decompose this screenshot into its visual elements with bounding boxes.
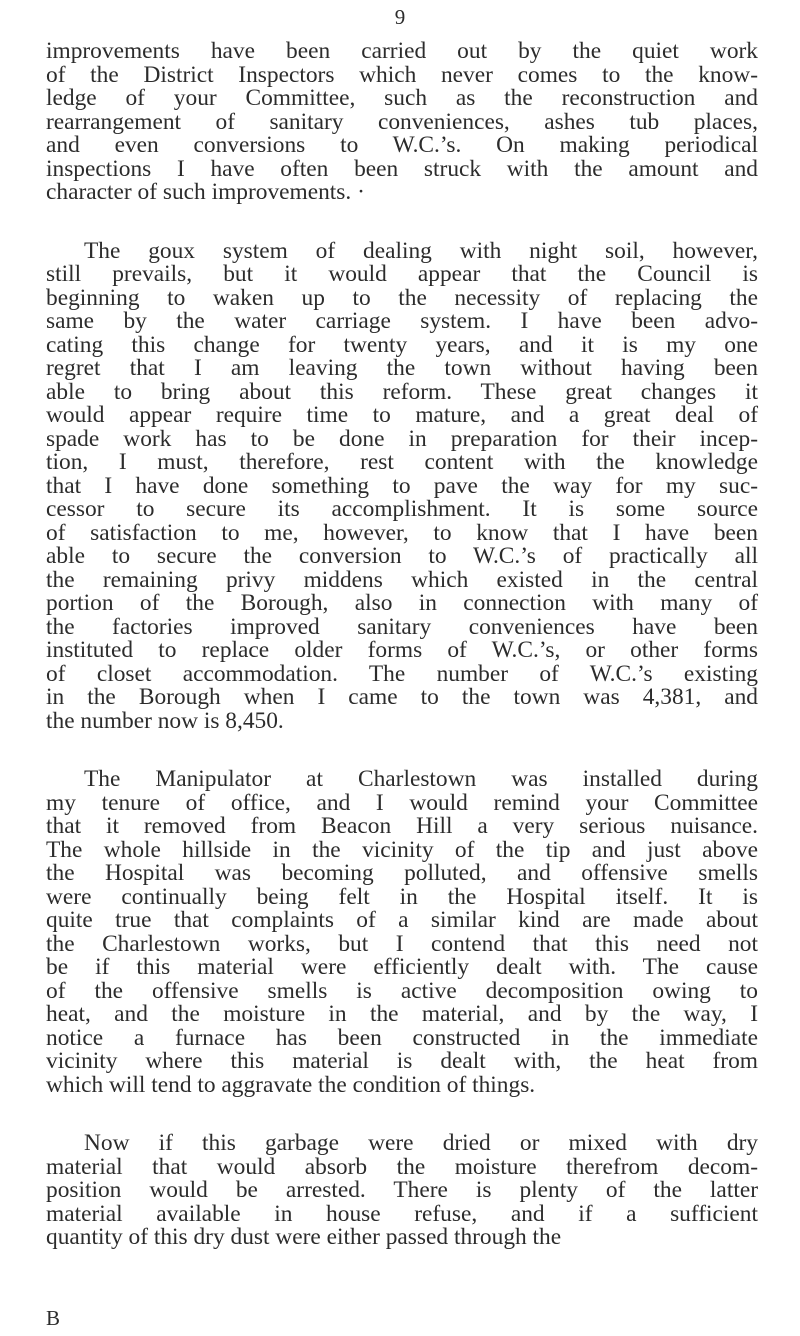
text-line: in the Borough when I came to the town was 4,381, and [46,684,758,710]
text-line: ledge of your Committee, such as the reconstruction and [46,85,758,111]
text-line: of satisfaction to me, however, to know that I have been [46,519,758,546]
text-line: of closet accommodation. The number of W.C.’s existing [46,660,758,687]
text-line: The whole hillside in the vicinity of the tip and just above [46,836,758,863]
text-line: Now if this garbage were dried or mixed with dry [84,1130,758,1156]
paragraph-gap [46,733,758,768]
text-line: position would be arrested. There is plenty of the latter [46,1177,758,1203]
text-line: vicinity where this material is dealt with, the heat from [46,1048,758,1074]
paragraph-gap [46,205,758,240]
text-line: material that would absorb the moisture therefrom decom- [46,1153,758,1180]
text-line: would appear require time to mature, and a great deal of [46,402,758,428]
text-line: able to secure the conversion to W.C.’s of practically all [46,543,758,569]
text-line: the Charlestown works, but I contend that this need not [46,930,758,957]
text-line: were continually being felt in the Hospital itself. It is [46,883,758,910]
text-line: cating this change for twenty years, and it is my one [46,331,758,358]
paragraph [46,237,758,734]
page-number: 9 [394,5,406,29]
text-line: the factories improved sanitary conveniences have been [46,613,758,640]
text-line: rearrangement of sanitary conveniences, ashes tub places, [46,108,758,135]
text-line: cessor to secure its accomplishment. It is some source [46,496,758,522]
paragraph [46,1132,758,1250]
text-line: my tenure of office, and I would remind your Committee [46,789,758,816]
text-line: the Hospital was becoming polluted, and offensive smells [46,860,758,886]
text-line: still prevails, but it would appear that the Council is [46,261,758,287]
text-line: same by the water carriage system. I have been advo- [46,308,758,334]
text-line: beginning to waken up to the necessity of replacing the [46,284,758,311]
text-line: tion, I must, therefore, rest content with the knowledge [46,449,758,475]
text-line: which will tend to aggravate the condition of things. [46,1071,536,1098]
text-line: The goux system of dealing with night soil, however, [84,237,758,264]
text-line: quite true that complaints of a similar kind are made about [46,907,758,933]
body-text [46,40,758,1250]
text-line: of the District Inspectors which never comes to the know- [46,61,758,88]
text-line: heat, and the moisture in the material, and by the way, I [46,1001,758,1027]
text-line: that it removed from Beacon Hill a very serious nuisance. [46,813,758,839]
text-line: spade work has to be done in preparation for their incep- [46,425,758,452]
text-line: regret that I am leaving the town without having been [46,355,758,381]
text-line: instituted to replace older forms of W.C.’s, or other forms [46,637,758,663]
text-line: of the offensive smells is active decomposition owing to [46,977,758,1004]
text-line: be if this material were efficiently dealt with. The cause [46,954,758,980]
paragraph [46,40,758,205]
text-line: The Manipulator at Charlestown was installed during [84,766,758,792]
text-line: that I have done something to pave the way for my suc- [46,472,758,499]
text-line: the remaining privy middens which existed in the central [46,566,758,593]
text-line: and even conversions to W.C.’s. On making periodical [46,132,758,158]
text-line: able to bring about this reform. These great changes it [46,378,758,405]
paragraph [46,768,758,1097]
signature-mark: B [46,1306,61,1330]
text-line: material available in house refuse, and if a sufficient [46,1200,758,1227]
text-line: inspections I have often been struck with the amount and [46,155,758,182]
text-line: notice a furnace has been constructed in the immediate [46,1024,758,1051]
text-line: improvements have been carried out by the quiet work [46,38,758,64]
text-line: the number now is 8,450. [46,707,284,734]
text-line: portion of the Borough, also in connection with many of [46,590,758,616]
text-line: character of such improvements. · [46,179,365,205]
text-line: quantity of this dry dust were either passed through the [46,1224,562,1250]
paragraph-gap [46,1097,758,1132]
